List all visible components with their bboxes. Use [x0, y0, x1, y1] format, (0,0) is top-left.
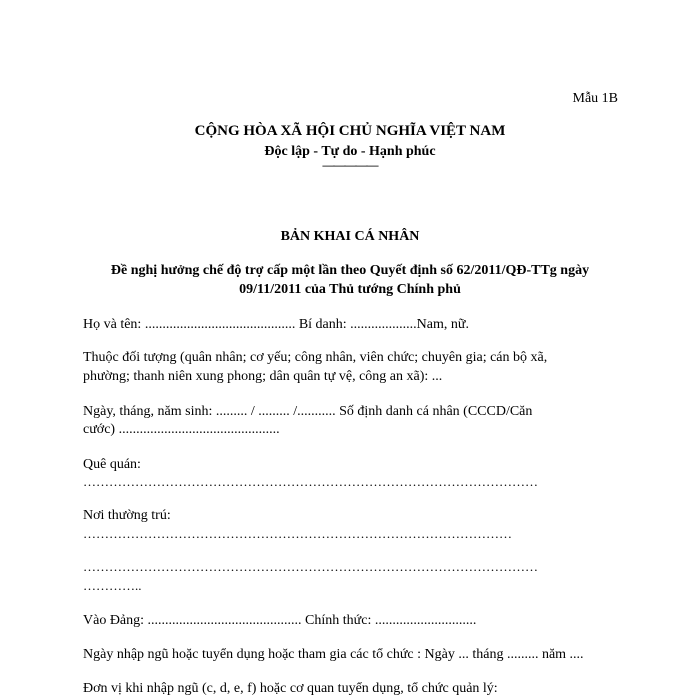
country-heading: CỘNG HÒA XÃ HỘI CHỦ NGHĨA VIỆT NAM [194, 123, 506, 139]
unit-field: Đơn vị khi nhập ngũ (c, d, e, f) hoặc cơ quan tuyển dụng, tổ chức quản lý: [83, 681, 498, 696]
residence-dots-3: ………….. [83, 578, 142, 593]
header-rule: ————— [322, 158, 378, 172]
document-title: BẢN KHAI CÁ NHÂN [280, 229, 420, 244]
residence-dots-2: …………………………………………………………………………………………… [83, 559, 538, 574]
category-line-2: phường; thanh niên xung phong; dân quân tự vệ, công an xã): ... [83, 369, 443, 384]
party-field: Vào Đảng: ............................................ Chính thức: ............................. [83, 613, 477, 628]
enlist-date-field: Ngày nhập ngũ hoặc tuyển dụng hoặc tham gia các tổ chức : Ngày ... tháng ......... năm .... [83, 647, 584, 662]
residence-label: Nơi thường trú: [83, 508, 171, 523]
residence-dots-1: ……………………………………………………………………………………… [83, 526, 512, 541]
dob-line-2: cước) .............................................. [83, 422, 280, 437]
subtitle-line-2: 09/11/2011 của Thủ tướng Chính phủ [239, 282, 461, 297]
form-code: Mẫu 1B [572, 91, 618, 106]
subtitle-line-1: Đề nghị hưởng chế độ trợ cấp một lần theo Quyết định số 62/2011/QĐ-TTg ngày [110, 263, 590, 278]
dob-line-1: Ngày, tháng, năm sinh: ......... / ......... /........... Số định danh cá nhân (CCCD/Căn [83, 404, 533, 419]
category-line-1: Thuộc đối tượng (quân nhân; cơ yếu; công nhân, viên chức; chuyên gia; cán bộ xã, [83, 350, 548, 365]
name-field: Họ và tên: ........................................... Bí danh: ...................Nam, nữ. [83, 317, 469, 332]
hometown-label: Quê quán: [83, 457, 141, 472]
hometown-dots: …………………………………………………………………………………………… [83, 474, 538, 489]
motto: Độc lập - Tự do - Hạnh phúc [264, 144, 436, 159]
